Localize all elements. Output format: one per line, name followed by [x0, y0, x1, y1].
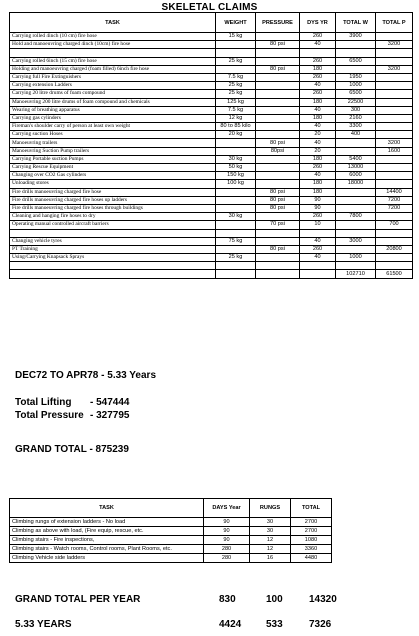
cell-total-pressure: 700 [376, 221, 413, 229]
cell-weight: 25 kg [216, 82, 256, 90]
claims-row [10, 188, 413, 196]
claims-row [10, 213, 413, 221]
ladder-header-row [10, 499, 332, 518]
claims-row [10, 237, 413, 245]
cell-total-weight: 6500 [336, 90, 376, 98]
cell-total-weight: 6500 [336, 57, 376, 65]
claims-header-row [10, 13, 413, 33]
cell-total-pressure: 20800 [376, 245, 413, 253]
cell-pressure [256, 262, 300, 270]
ladder-cell-task: Climbing as above with load, (Fire equip, rescue, etc. [10, 527, 204, 536]
cell-days-year: 260 [300, 164, 336, 172]
cell-total-weight: 3000 [336, 237, 376, 245]
cell-weight [216, 245, 256, 253]
ladder-cell-rungs: 16 [250, 554, 291, 563]
cell-pressure [256, 123, 300, 131]
cell-days-year [300, 270, 336, 278]
cell-weight: 100 kg [216, 180, 256, 188]
cell-pressure [256, 73, 300, 81]
cell-weight [216, 65, 256, 73]
cell-days-year: 260 [300, 57, 336, 65]
cell-weight [216, 204, 256, 212]
cell-pressure: 80psi [256, 147, 300, 155]
cell-pressure: 80 psi [256, 196, 300, 204]
cell-total-pressure: 7200 [376, 196, 413, 204]
cell-days-year: 180 [300, 65, 336, 73]
claims-row [10, 262, 413, 270]
ladder-cell-total: 3360 [291, 545, 332, 554]
years-days: 4424 [219, 619, 242, 630]
claims-row [10, 65, 413, 73]
cell-weight: 12 kg [216, 114, 256, 122]
claims-row [10, 90, 413, 98]
cell-days-year: 90 [300, 196, 336, 204]
cell-days-year: 180 [300, 180, 336, 188]
cell-total-pressure: 3200 [376, 139, 413, 147]
cell-weight: 50 kg [216, 164, 256, 172]
cell-weight [216, 270, 256, 278]
cell-days-year: 260 [300, 213, 336, 221]
ladder-row [10, 545, 332, 554]
header-days-year: DYS YR [300, 13, 336, 33]
years-label: 5.33 YEARS [15, 619, 72, 630]
cell-task: Unloading stores [10, 180, 216, 188]
cell-task: Fireman's shoulder carry of person at least own weight [10, 123, 216, 131]
claims-row [10, 123, 413, 131]
ladder-header-task: TASK [10, 499, 204, 518]
cell-total-pressure: 1600 [376, 147, 413, 155]
cell-total-pressure: 61500 [376, 270, 413, 278]
cell-total-pressure [376, 123, 413, 131]
cell-pressure: 70 psi [256, 221, 300, 229]
cell-task: Holding and manoeuvring charged (foam filled) 6inch fire hose [10, 65, 216, 73]
cell-pressure: 80 psi [256, 188, 300, 196]
cell-pressure [256, 82, 300, 90]
cell-task: Manoeuvring trailers [10, 139, 216, 147]
cell-weight [216, 41, 256, 49]
cell-days-year: 40 [300, 237, 336, 245]
cell-days-year: 260 [300, 90, 336, 98]
years-total: 7326 [309, 619, 332, 630]
claims-row [10, 131, 413, 139]
cell-task [10, 262, 216, 270]
cell-task: Carrying extension Ladders [10, 82, 216, 90]
ladder-header-days: DAYS Year [204, 499, 250, 518]
cell-pressure [256, 229, 300, 237]
cell-total-pressure [376, 254, 413, 262]
cell-pressure [256, 254, 300, 262]
cell-total-pressure [376, 237, 413, 245]
cell-total-weight [336, 65, 376, 73]
cell-pressure: 80 psi [256, 204, 300, 212]
total-pressure-value: - 327795 [90, 410, 130, 421]
ladder-cell-days: 90 [204, 518, 250, 527]
per-year-total: 14320 [309, 594, 337, 605]
skeletal-claims-table [9, 12, 413, 279]
cell-weight: 30 kg [216, 213, 256, 221]
cell-total-pressure [376, 213, 413, 221]
grand-total-text: GRAND TOTAL - 875239 [15, 444, 129, 455]
cell-total-weight [336, 196, 376, 204]
cell-total-weight: 7800 [336, 213, 376, 221]
cell-total-pressure: 14400 [376, 188, 413, 196]
cell-total-pressure [376, 172, 413, 180]
claims-row [10, 139, 413, 147]
ladder-body [10, 518, 332, 563]
cell-weight: 125 kg [216, 98, 256, 106]
claims-row [10, 33, 413, 41]
cell-total-weight [336, 139, 376, 147]
cell-total-pressure [376, 73, 413, 81]
ladder-header-rungs: RUNGS [250, 499, 291, 518]
cell-days-year: 10 [300, 221, 336, 229]
cell-total-weight: 1000 [336, 254, 376, 262]
header-weight: WEIGHT [216, 13, 256, 33]
cell-total-pressure [376, 229, 413, 237]
cell-days-year: 180 [300, 188, 336, 196]
cell-task: Fire drills manoeuvring charged fire hoses through buildings [10, 204, 216, 212]
cell-task: Carrying rolled 4inch (10 cm) fire hose [10, 33, 216, 41]
cell-weight [216, 139, 256, 147]
cell-total-weight: 102710 [336, 270, 376, 278]
cell-weight: 75 kg [216, 237, 256, 245]
cell-task: Carrying suction Hoses [10, 131, 216, 139]
ladder-cell-task: Climbing Vehicle side ladders [10, 554, 204, 563]
cell-days-year: 40 [300, 254, 336, 262]
cell-days-year: 20 [300, 131, 336, 139]
cell-task: Fire drills manoeuvring charged fire hoses up ladders [10, 196, 216, 204]
ladder-climbing-table [9, 498, 332, 563]
cell-total-weight [336, 188, 376, 196]
cell-days-year: 40 [300, 106, 336, 114]
claims-row [10, 164, 413, 172]
cell-total-weight: 1000 [336, 82, 376, 90]
cell-pressure [256, 114, 300, 122]
ladder-row [10, 536, 332, 545]
cell-task: Carrying 20 litre drums of foam compound [10, 90, 216, 98]
header-total-weight: TOTAL W [336, 13, 376, 33]
cell-days-year [300, 262, 336, 270]
cell-total-pressure: 7200 [376, 204, 413, 212]
cell-task: Carrying gas cylinders [10, 114, 216, 122]
cell-pressure [256, 57, 300, 65]
cell-total-pressure [376, 82, 413, 90]
claims-row [10, 221, 413, 229]
ladder-cell-task: Climbing stairs - Fire inspections, [10, 536, 204, 545]
cell-pressure: 80 psi [256, 65, 300, 73]
total-lifting-value: - 547444 [90, 397, 130, 408]
cell-days-year: 90 [300, 204, 336, 212]
ladder-cell-rungs: 12 [250, 536, 291, 545]
cell-total-pressure [376, 106, 413, 114]
cell-task: PT Training [10, 245, 216, 253]
cell-task: Carrying rolled 6inch (15 cm) fire hose [10, 57, 216, 65]
cell-weight: 15 kg [216, 33, 256, 41]
header-task: TASK [10, 13, 216, 33]
claims-row [10, 196, 413, 204]
ladder-cell-total: 2700 [291, 518, 332, 527]
cell-days-year: 260 [300, 33, 336, 41]
cell-pressure [256, 237, 300, 245]
cell-total-weight [336, 49, 376, 57]
cell-task [10, 229, 216, 237]
cell-total-weight: 18000 [336, 180, 376, 188]
ladder-cell-days: 90 [204, 536, 250, 545]
cell-task: Changing over CO2 Gas cylinders [10, 172, 216, 180]
claims-row [10, 114, 413, 122]
cell-total-weight: 3900 [336, 33, 376, 41]
cell-days-year [300, 49, 336, 57]
claims-row [10, 155, 413, 163]
cell-total-weight [336, 221, 376, 229]
cell-task: Hold and manoeuvring charged 4inch (10cm) fire hose [10, 41, 216, 49]
ladder-cell-task: Climbing stairs - Watch rooms, Control rooms, Plant Rooms, etc. [10, 545, 204, 554]
cell-total-pressure: 3200 [376, 65, 413, 73]
cell-days-year: 40 [300, 172, 336, 180]
cell-weight: 80 to 85 kilo [216, 123, 256, 131]
cell-total-pressure [376, 90, 413, 98]
cell-pressure [256, 106, 300, 114]
years-rungs: 533 [266, 619, 283, 630]
cell-total-weight [336, 229, 376, 237]
cell-days-year: 180 [300, 114, 336, 122]
claims-row [10, 254, 413, 262]
cell-task: Wearing of breathing apparatus [10, 106, 216, 114]
cell-weight: 7.5 kg [216, 73, 256, 81]
cell-total-pressure [376, 131, 413, 139]
cell-total-weight [336, 245, 376, 253]
cell-pressure: 80 psi [256, 245, 300, 253]
cell-total-weight: 300 [336, 106, 376, 114]
claims-row [10, 229, 413, 237]
cell-task: Carrying Portable suction Pumps [10, 155, 216, 163]
claims-row [10, 73, 413, 81]
cell-total-pressure [376, 155, 413, 163]
cell-total-weight [336, 147, 376, 155]
cell-total-weight: 3300 [336, 123, 376, 131]
cell-pressure [256, 164, 300, 172]
cell-total-pressure [376, 180, 413, 188]
cell-days-year: 180 [300, 98, 336, 106]
cell-pressure [256, 155, 300, 163]
ladder-cell-total: 4480 [291, 554, 332, 563]
cell-total-weight [336, 41, 376, 49]
cell-total-weight: 22500 [336, 98, 376, 106]
cell-weight: 30 kg [216, 155, 256, 163]
ladder-cell-total: 2700 [291, 527, 332, 536]
cell-total-pressure [376, 49, 413, 57]
cell-total-pressure [376, 262, 413, 270]
cell-weight: 25 kg [216, 254, 256, 262]
claims-row [10, 204, 413, 212]
cell-total-pressure [376, 114, 413, 122]
cell-pressure [256, 98, 300, 106]
cell-weight [216, 262, 256, 270]
cell-pressure [256, 172, 300, 180]
cell-total-weight [336, 262, 376, 270]
ladder-cell-task: Climbing rungs of extension ladders - No load [10, 518, 204, 527]
cell-days-year [300, 229, 336, 237]
cell-weight [216, 221, 256, 229]
cell-weight: 7.5 kg [216, 106, 256, 114]
per-year-rungs: 100 [266, 594, 283, 605]
cell-days-year: 40 [300, 123, 336, 131]
cell-weight [216, 229, 256, 237]
cell-task: Manoeuvring Suction Pump trailers [10, 147, 216, 155]
cell-pressure [256, 131, 300, 139]
ladder-cell-days: 280 [204, 545, 250, 554]
cell-total-weight: 1950 [336, 73, 376, 81]
cell-total-weight: 400 [336, 131, 376, 139]
cell-days-year: 260 [300, 245, 336, 253]
cell-weight: 150 kg [216, 172, 256, 180]
ladder-cell-rungs: 30 [250, 527, 291, 536]
cell-total-pressure: 3200 [376, 41, 413, 49]
cell-pressure [256, 33, 300, 41]
cell-pressure [256, 270, 300, 278]
cell-total-pressure [376, 57, 413, 65]
cell-weight: 20 kg [216, 131, 256, 139]
cell-task: Manoeuvring 200 litre drums of foam compound and chemicals [10, 98, 216, 106]
cell-weight [216, 49, 256, 57]
cell-task: Carrying full Fire Extinguishers [10, 73, 216, 81]
cell-total-weight: 6000 [336, 172, 376, 180]
grand-total-per-year-label: GRAND TOTAL PER YEAR [15, 594, 141, 605]
cell-task: Using/Carrying Knapsack Sprays [10, 254, 216, 262]
cell-days-year: 40 [300, 82, 336, 90]
period-text: DEC72 TO APR78 - 5.33 Years [15, 370, 157, 381]
cell-days-year: 40 [300, 41, 336, 49]
ladder-cell-rungs: 30 [250, 518, 291, 527]
ladder-header-total: TOTAL [291, 499, 332, 518]
claims-row [10, 82, 413, 90]
claims-row [10, 270, 413, 278]
cell-task: Carrying Rescue Equipment [10, 164, 216, 172]
cell-total-weight: 13000 [336, 164, 376, 172]
cell-task: Operating manual controlled aircraft barriers [10, 221, 216, 229]
header-pressure: PRESSURE [256, 13, 300, 33]
total-pressure-label: Total Pressure [15, 410, 84, 421]
cell-total-weight [336, 204, 376, 212]
cell-total-weight: 2160 [336, 114, 376, 122]
ladder-row [10, 527, 332, 536]
header-total-pressure: TOTAL P [376, 13, 413, 33]
page-title: SKELETAL CLAIMS [161, 2, 258, 13]
cell-total-pressure [376, 164, 413, 172]
cell-days-year: 40 [300, 139, 336, 147]
cell-weight [216, 188, 256, 196]
claims-row [10, 49, 413, 57]
claims-row [10, 57, 413, 65]
cell-pressure [256, 180, 300, 188]
cell-days-year: 20 [300, 147, 336, 155]
ladder-cell-days: 90 [204, 527, 250, 536]
claims-body [10, 33, 413, 279]
ladder-cell-days: 280 [204, 554, 250, 563]
cell-weight: 25 kg [216, 90, 256, 98]
total-lifting-label: Total Lifting [15, 397, 72, 408]
claims-row [10, 98, 413, 106]
cell-task [10, 270, 216, 278]
cell-pressure [256, 90, 300, 98]
claims-row [10, 180, 413, 188]
cell-total-pressure [376, 98, 413, 106]
claims-row [10, 147, 413, 155]
cell-task: Cleaning and hanging fire hoses to dry [10, 213, 216, 221]
ladder-row [10, 518, 332, 527]
cell-total-pressure [376, 33, 413, 41]
cell-weight [216, 196, 256, 204]
claims-row [10, 41, 413, 49]
cell-total-weight: 5400 [336, 155, 376, 163]
ladder-cell-total: 1080 [291, 536, 332, 545]
cell-task: Fire drills manoeuvring charged fire hose [10, 188, 216, 196]
cell-weight [216, 147, 256, 155]
claims-row [10, 245, 413, 253]
cell-pressure: 80 psi [256, 41, 300, 49]
cell-pressure [256, 213, 300, 221]
cell-task [10, 49, 216, 57]
cell-pressure [256, 49, 300, 57]
cell-days-year: 260 [300, 73, 336, 81]
cell-days-year: 180 [300, 155, 336, 163]
claims-row [10, 172, 413, 180]
claims-row [10, 106, 413, 114]
cell-weight: 25 kg [216, 57, 256, 65]
cell-pressure: 80 psi [256, 139, 300, 147]
ladder-row [10, 554, 332, 563]
per-year-days: 830 [219, 594, 236, 605]
cell-task: Changing vehicle tyres [10, 237, 216, 245]
ladder-cell-rungs: 12 [250, 545, 291, 554]
